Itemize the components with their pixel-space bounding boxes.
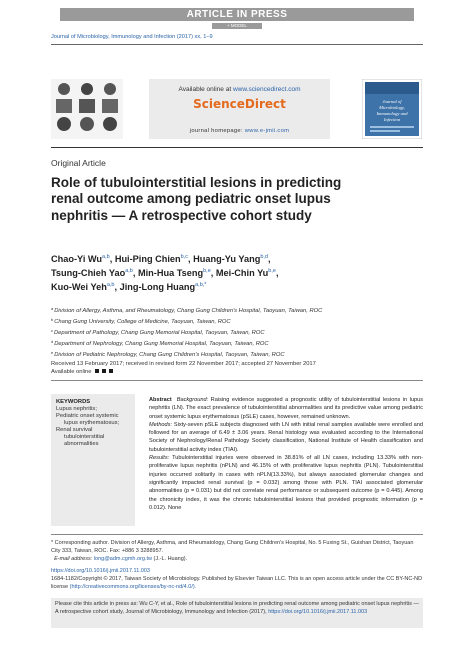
methods-text: Sixty-seven pSLE subjects diagnosed with LN with initial renal samples available were enrolled and followed for an average of 6.49 ± 3.06 years. Renal histology was evaluated according to the International Society of Nephrology/Renal Pathology Society classification, National Institute of Health classification and tubulointerstitial activity index (TIAI).	[149, 421, 423, 453]
keyword-item[interactable]: Pediatric onset systemic lupus erythematosus;	[56, 413, 120, 426]
article-title: Role of tubulointerstitial lesions in predicting renal outcome among pediatric onset lupus nephritis — A retrospective cohort study	[51, 175, 342, 223]
email-suffix: (J.-L. Huang).	[153, 555, 188, 562]
author-name[interactable]: Min-Hua Tseng	[137, 268, 204, 279]
affiliation-item	[51, 349, 381, 360]
article-dates	[51, 360, 423, 376]
redacted-square	[109, 369, 113, 373]
email-link[interactable]: long@adm.cgmh.org.tw	[93, 555, 152, 562]
received-dates: Received 13 February 2017; received in revised form 22 November 2017; accepted 27 November 2017	[51, 361, 316, 367]
journal-header-box	[149, 79, 330, 139]
divider	[51, 380, 423, 381]
background-text: Raising evidence suggested a prognostic utility of tubulointerstitial lesions in lupus nephritis (LN). The exact prevalence of tubulointerstitial abnormalities and its predictive value among pediatric onset systemic lupus erythematosus (pSLE) cases, however, remained unknown.	[149, 397, 423, 420]
svg-text:Microbiology,: Microbiology,	[379, 105, 405, 110]
model-tag: + MODEL	[212, 23, 262, 29]
keyword-item[interactable]: Renal survival tubulointerstitial abnormalities	[56, 427, 105, 447]
svg-text:Journal of: Journal of	[382, 99, 402, 104]
abstract-results	[149, 454, 423, 512]
affiliation-mark: c	[51, 327, 53, 333]
redacted-square	[95, 369, 99, 373]
results-text: Tubulointerstitial injuries were observed in 38.81% of all LN cases, including 13.33% with non-proliferative lupus nephritis (nPLN) and 46.15% of with proliferative lupus nephritis (PLN). Tubulointerstitial injuries occurred solitarily in cases with nPLN(13.33%), but always associated glomerular changes and significantly impacted renal survival (p = 0.032) among those with PLN. TIAI associated glomerular abnormalities (p = 0.031) but did not correlate renal performance or subsequent outcome (p = 0.445). Among the chronicity index, it was the chronic tubulointerstitial lesions that provided prognostic information (p = 0.012). None	[149, 455, 423, 511]
email-line	[51, 556, 423, 564]
author-affiliation-mark[interactable]: b,e	[268, 268, 276, 275]
copyright-text: 1684-1182/Copyright © 2017, Taiwan Society of Microbiology. Published by Elsevier Taiwan LLC. This is an open access article under the CC BY-NC-ND license	[51, 575, 423, 590]
publisher-logo	[51, 79, 123, 139]
citation-doi-link[interactable]: https://doi.org/10.1016/j.jmii.2017.11.003	[268, 608, 368, 615]
journal-cover-image	[362, 79, 422, 139]
affiliation-item	[51, 327, 381, 338]
affiliation-mark: a	[51, 306, 54, 311]
author-name[interactable]: Huang-Yu Yang	[193, 254, 261, 264]
abstract-background	[149, 396, 423, 421]
divider	[51, 44, 423, 45]
author-name[interactable]: Hui-Ping Chien	[114, 254, 181, 264]
svg-text:Infection: Infection	[383, 117, 401, 122]
author-name[interactable]: Jing-Long Huang	[119, 282, 196, 293]
author-affiliation-mark[interactable]: b,c	[180, 254, 188, 260]
author-list	[51, 251, 371, 294]
affiliation-text: Department of Pathology, Chang Gung Memorial Hospital, Taoyuan, Taiwan, ROC	[54, 329, 265, 336]
author-line: Chao-Yi Wu$^{a,b}$, Hui-Ping Chien$^{b,c}$, Huang-Yu Yang$^{b,d}$,	[51, 254, 271, 264]
doi-block	[51, 568, 423, 591]
journal-citation-line[interactable]: Journal of Microbiology, Immunology and Infection (2017) xx, 1–9	[51, 34, 213, 40]
affiliations	[51, 305, 381, 360]
header-divider	[51, 147, 423, 148]
affiliation-mark: b	[51, 316, 54, 322]
journal-homepage-link[interactable]: www.e-jmii.com	[244, 128, 290, 134]
journal-homepage-label: journal homepage:	[189, 128, 243, 134]
author-name[interactable]: Tsung-Chieh Yao	[51, 268, 126, 279]
author-affiliation-mark[interactable]: a,b,*	[195, 282, 207, 289]
author-line: Tsung-Chieh Yao$^{a,b}$, Min-Hua Tseng$^{b,e}$, Mei-Chin Yu$^{b,e}$,	[51, 268, 279, 279]
available-online	[149, 86, 330, 93]
author-name[interactable]: Chao-Yi Wu	[51, 254, 103, 264]
license-link[interactable]: (http://creativecommons.org/licenses/by-nc-nd/4.0/).	[69, 583, 197, 590]
available-online-label: Available online at	[178, 86, 232, 93]
footnote-divider	[51, 534, 423, 535]
affiliation-text: Department of Nephrology, Chang Gung Memorial Hospital, Taoyuan, Taiwan, ROC	[54, 340, 269, 347]
abstract	[149, 396, 423, 512]
results-label: Results:	[149, 455, 170, 462]
methods-label: Methods:	[149, 421, 173, 428]
citation-box	[51, 598, 423, 628]
sciencedirect-link[interactable]: www.sciencedirect.com	[232, 86, 301, 93]
journal-homepage	[149, 128, 330, 134]
author-name[interactable]: Mei-Chin Yu	[215, 268, 269, 279]
article-type: Original Article	[51, 158, 106, 168]
author-affiliation-mark[interactable]: a,b	[106, 282, 115, 289]
keywords-heading: KEYWORDS	[56, 399, 91, 405]
available-online-date	[51, 368, 423, 376]
abstract-heading: Abstract	[149, 397, 172, 403]
author-affiliation-mark[interactable]: b,e	[203, 268, 211, 275]
svg-text:Immunology and: Immunology and	[376, 111, 408, 116]
affiliation-item	[51, 338, 381, 349]
affiliation-text: Division of Allergy, Asthma, and Rheumatology, Chang Gung Children's Hospital, Taoyuan, Taiwan, ROC	[54, 308, 323, 314]
email-label: E-mail address:	[54, 555, 93, 562]
corresponding-author-footnote	[51, 540, 423, 563]
background-label: Background:	[176, 397, 209, 403]
footnote-text: * Corresponding author. Division of Allergy, Asthma, and Rheumatology, Chang Gung Children's Hospital, No. 5 Fuxing St., Guishan District, Taoyuan City 333, Taiwan, ROC. Fax: +886 3 3288957.	[51, 540, 414, 554]
author-affiliation-mark[interactable]: a,b	[125, 268, 133, 275]
affiliation-item	[51, 316, 381, 327]
affiliation-mark: e	[51, 349, 54, 355]
sciencedirect-logo: ScienceDirect	[193, 97, 286, 111]
abstract-methods	[149, 421, 423, 454]
keywords-box	[51, 394, 135, 526]
author-affiliation-mark[interactable]: a,b	[102, 254, 110, 260]
affiliation-text: Division of Pediatric Nephrology, Chang Gung Children's Hospital, Taoyuan, Taiwan, ROC	[54, 351, 285, 358]
doi-link[interactable]: https://doi.org/10.1016/j.jmii.2017.11.003	[51, 568, 150, 574]
article-in-press-banner: ARTICLE IN PRESS	[60, 8, 414, 21]
affiliation-mark: d	[51, 338, 54, 344]
keyword-item[interactable]: Lupus nephritis;	[56, 406, 97, 412]
redacted-square	[102, 369, 106, 373]
citation-text: Please cite this article in press as: Wu C-Y, et al., Role of tubulointerstitial lesions in predicting renal outcome among pediatric onset lupus nephritis — A retrospective cohort study, Journal of Microbiology, Immunology and Infection (2017),	[55, 601, 419, 615]
copyright-line	[51, 576, 423, 592]
author-line: Kuo-Wei Yeh$^{a,b}$, Jing-Long Huang$^{a,b,*}$	[51, 282, 207, 293]
available-online-date-label: Available online	[51, 369, 92, 375]
affiliation-item	[51, 305, 381, 316]
affiliation-text: Chang Gung University, College of Medicine, Taoyuan, Taiwan, ROC	[54, 318, 231, 325]
author-name[interactable]: Kuo-Wei Yeh	[51, 282, 107, 293]
author-affiliation-mark[interactable]: b,d	[260, 254, 268, 260]
keywords-list	[56, 406, 130, 448]
